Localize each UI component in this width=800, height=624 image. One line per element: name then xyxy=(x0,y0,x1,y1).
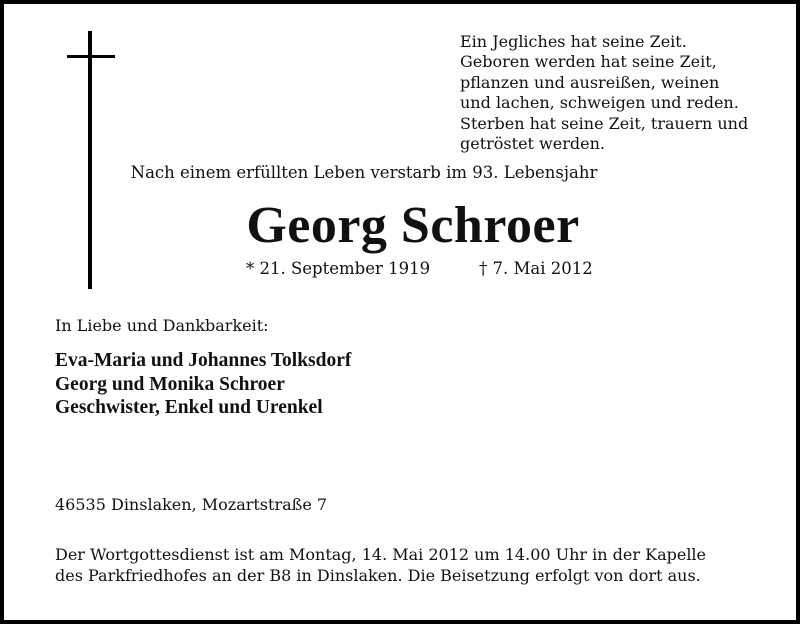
mourner-entry: Geschwister, Enkel und Urenkel xyxy=(55,397,323,418)
intro-text xyxy=(0,163,800,182)
verse-line: getröstet werden. xyxy=(460,134,605,154)
mourners-list xyxy=(55,349,351,420)
birth-date: * 21. September 1919 xyxy=(246,259,431,278)
bible-verse xyxy=(460,32,748,154)
mourner-entry: Georg und Monika Schroer xyxy=(55,373,285,395)
death-date: † 7. Mai 2012 xyxy=(479,259,593,278)
verse-line: Sterben hat seine Zeit, trauern und xyxy=(460,113,749,133)
deceased-name-text: Georg Schroer xyxy=(246,197,580,254)
verse-line: Geboren werden hat seine Zeit, xyxy=(460,52,717,72)
intro-line: Nach einem erfüllten Leben verstarb im 93. Lebensjahr xyxy=(130,163,598,182)
service-line: Der Wortgottesdienst ist am Montag, 14. Mai 2012 um 14.00 Uhr in der Kapelle xyxy=(55,545,707,564)
service-line: des Parkfriedhofes an der B8 in Dinslaken. Die Beisetzung erfolgt von dort aus. xyxy=(55,565,701,585)
thanks-line: In Liebe und Dankbarkeit: xyxy=(55,316,269,335)
service-info xyxy=(55,545,706,586)
mourner-entry: Eva-Maria und Johannes Tolksdorf xyxy=(55,350,352,371)
cross-horizontal-bar xyxy=(67,55,115,58)
verse-line: pflanzen und ausreißen, weinen xyxy=(460,72,720,92)
deceased-name xyxy=(0,196,800,256)
address: 46535 Dinslaken, Mozartstraße 7 xyxy=(55,495,328,514)
verse-line: und lachen, schweigen und reden. xyxy=(460,93,739,113)
verse-line: Ein Jegliches hat seine Zeit. xyxy=(460,32,687,51)
